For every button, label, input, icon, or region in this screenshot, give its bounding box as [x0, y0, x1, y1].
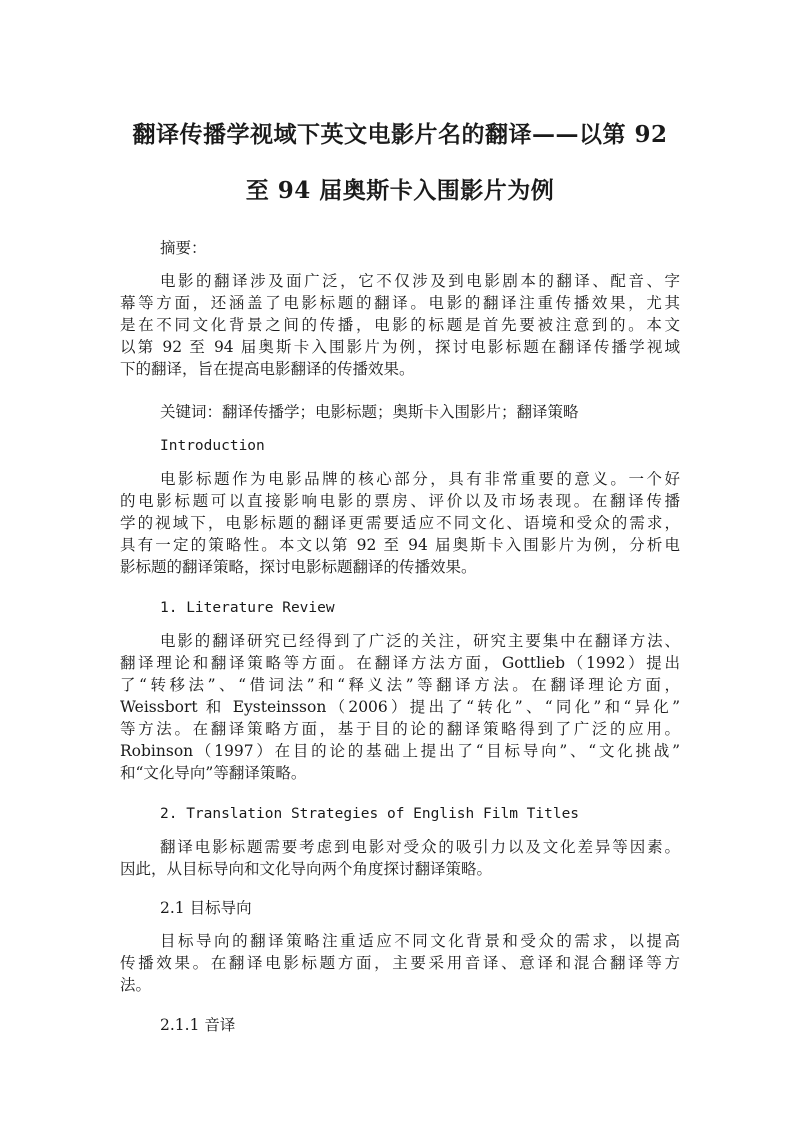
section2-line: 翻译电影标题需要考虑到电影对受众的吸引力以及文化差异等因素。: [160, 838, 680, 856]
abstract-paragraph: [120, 270, 680, 380]
keywords-block: [120, 401, 680, 423]
abstract-line: 以第 92 至 94 届奥斯卡入围影片为例，探讨电影标题在翻译传播学视域: [120, 338, 680, 356]
document-title-line-2: 至 94 届奥斯卡入围影片为例: [245, 177, 555, 204]
intro-line: 学的视域下，电影标题的翻译更需要适应不同文化、语境和受众的需求，: [120, 514, 680, 532]
section2-1-1-heading: 2.1.1 音译: [160, 1016, 236, 1034]
section1-line: Robinson（1997）在目的论的基础上提出了“目标导向”、“文化挑战”: [120, 742, 680, 760]
intro-paragraph: [120, 468, 680, 578]
section1-line: 电影的翻译研究已经得到了广泛的关注，研究主要集中在翻译方法、: [160, 632, 680, 650]
section2-1-1-heading-block: [120, 1014, 680, 1036]
section1-heading: 1. Literature Review: [160, 600, 335, 616]
keywords: 关键词：翻译传播学；电影标题；奥斯卡入围影片；翻译策略: [160, 403, 579, 421]
section1-line: 了“转移法”、“借词法”和“释义法”等翻译方法。在翻译理论方面，: [120, 676, 680, 694]
intro-line: 影标题的翻译策略，探讨电影标题翻译的传播效果。: [120, 558, 477, 576]
section2-1-line: 传播效果。在翻译电影标题方面，主要采用音译、意译和混合翻译等方: [120, 954, 680, 972]
section2-1-line: 目标导向的翻译策略注重适应不同文化背景和受众的需求，以提高: [160, 932, 680, 950]
intro-heading: Introduction: [160, 438, 265, 454]
intro-line: 的电影标题可以直接影响电影的票房、评价以及市场表现。在翻译传播: [120, 492, 680, 510]
intro-line: 具有一定的策略性。本文以第 92 至 94 届奥斯卡入围影片为例，分析电: [120, 536, 680, 554]
abstract-line: 幕等方面，还涵盖了电影标题的翻译。电影的翻译注重传播效果，尤其: [120, 294, 680, 312]
intro-line: 电影标题作为电影品牌的核心部分，具有非常重要的意义。一个好: [160, 470, 680, 488]
section2-1-heading-block: [120, 897, 680, 919]
section2-1-line: 法。: [120, 976, 152, 994]
section2-line: 因此，从目标导向和文化导向两个角度探讨翻译策略。: [120, 860, 493, 878]
abstract-line: 是在不同文化背景之间的传播，电影的标题是首先要被注意到的。本文: [120, 316, 680, 334]
intro-heading-block: [120, 435, 680, 457]
document-title-line-1: 翻译传播学视域下英文电影片名的翻译——以第 92: [132, 121, 668, 148]
abstract-line: 下的翻译，旨在提高电影翻译的传播效果。: [120, 360, 415, 378]
section2-paragraph: [120, 836, 680, 880]
section2-1-paragraph: [120, 930, 680, 996]
section1-line: Weissbort 和 Eysteinsson（2006）提出了“转化”、“同化”和“异化”: [120, 698, 680, 716]
section2-heading-block: [120, 803, 680, 825]
abstract-line: 电影的翻译涉及面广泛，它不仅涉及到电影剧本的翻译、配音、字: [160, 272, 680, 290]
section1-paragraph: [120, 630, 680, 784]
section1-line: 等方法。在翻译策略方面，基于目的论的翻译策略得到了广泛的应用。: [120, 720, 680, 738]
abstract-label-block: [120, 237, 680, 259]
section2-heading: 2. Translation Strategies of English Film Titles: [160, 806, 580, 822]
abstract-label: 摘要：: [160, 239, 207, 257]
section1-line: 和“文化导向”等翻译策略。: [120, 764, 307, 782]
section2-1-heading: 2.1 目标导向: [160, 899, 252, 917]
section1-line: 翻译理论和翻译策略等方面。在翻译方法方面，Gottlieb（1992）提出: [120, 654, 680, 672]
section1-heading-block: [120, 597, 680, 619]
